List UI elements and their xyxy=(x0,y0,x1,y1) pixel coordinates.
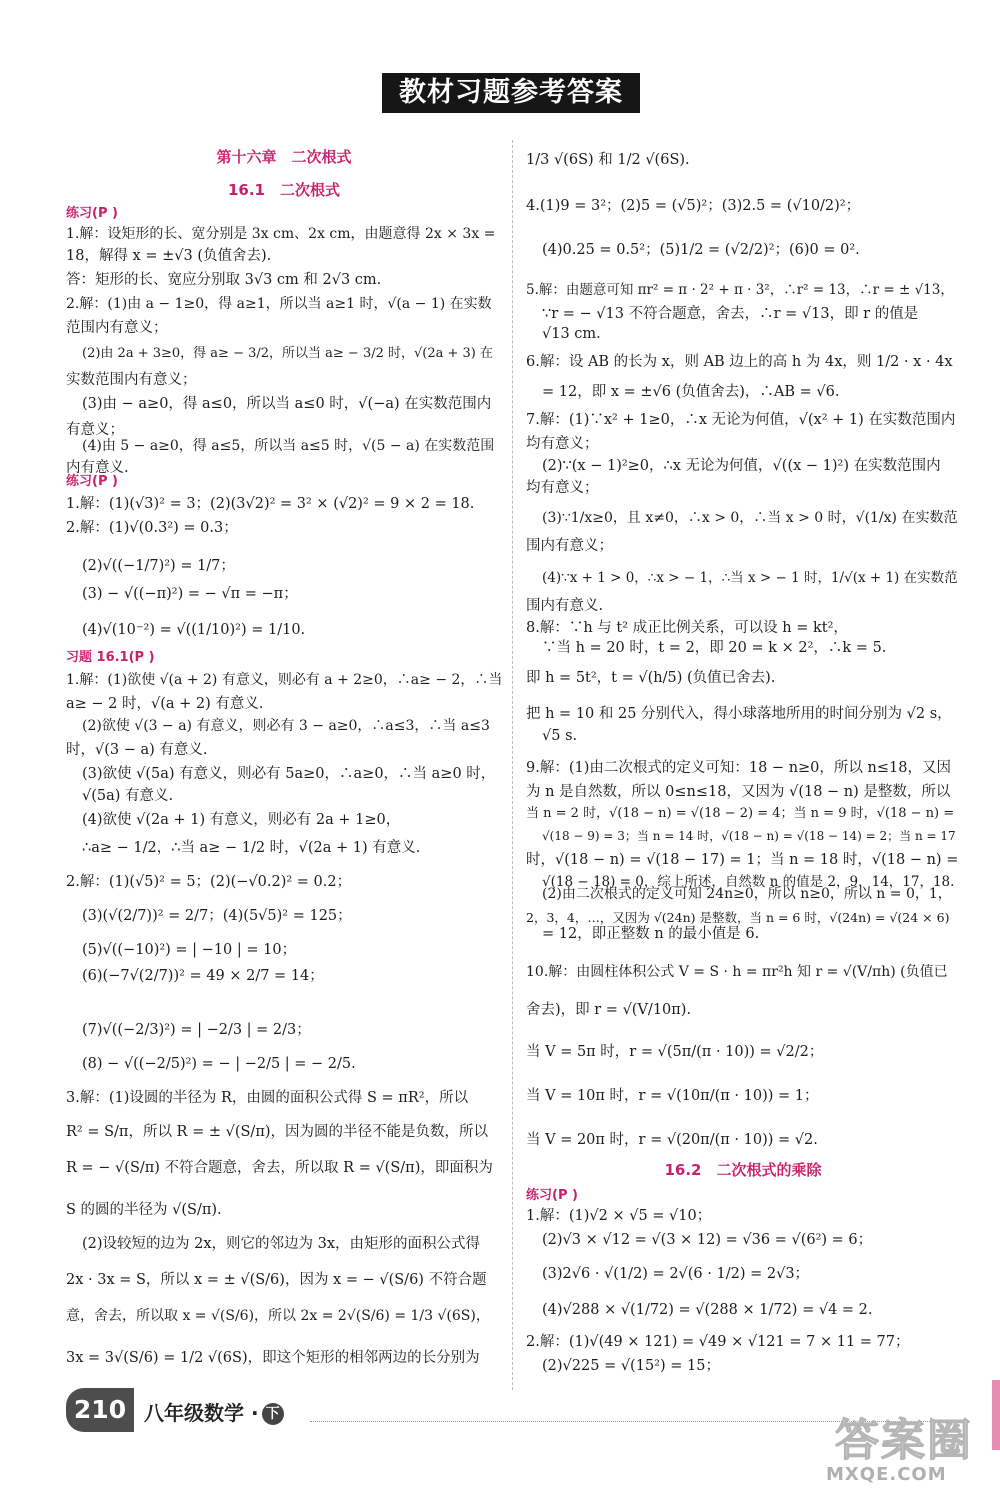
answer-line: 时，√(18 − n) = √(18 − 17) = 1；当 n = 18 时，√(18 − n) = xyxy=(526,852,959,868)
volume-badge: 下 xyxy=(262,1403,284,1425)
answer-line: 时，√(3 − a) 有意义. xyxy=(66,742,208,758)
answer-line: 1/3 √(6S) 和 1/2 √(6S). xyxy=(526,152,690,168)
answer-line: 2.解：(1)由 a − 1≥0，得 a≥1，所以当 a≥1 时，√(a − 1) 在实数 xyxy=(66,296,492,312)
answer-line: (7)√((−2/3)²) = | −2/3 | = 2/3； xyxy=(82,1022,311,1038)
answer-line: (2)√3 × √12 = √(3 × 12) = √36 = √(6²) = 6； xyxy=(542,1232,873,1248)
answer-line: = 12，即 x = ±√6 (负值舍去)，∴AB = √6. xyxy=(542,384,840,400)
answer-line: 1.解：(1)欲使 √(a + 2) 有意义，则必有 a + 2≥0，∴a≥ − 2，∴当 xyxy=(66,672,503,688)
answer-line: 意，舍去，所以取 x = √(S/6)，所以 2x = 2√(S/6) = 1/3 √(6S)， xyxy=(66,1308,490,1324)
answer-line: √(5a) 有意义. xyxy=(82,788,174,804)
answer-line: 为 n 是自然数，所以 0≤n≤18，又因为 √(18 − n) 是整数，所以 xyxy=(526,784,951,800)
answer-line: 把 h = 10 和 25 分别代入，得小球落地所用的时间分别为 √2 s， xyxy=(526,706,952,722)
answer-line: 当 V = 10π 时，r = √(10π/(π · 10)) = 1； xyxy=(526,1088,819,1104)
answer-line: (3)欲使 √(5a) 有意义，则必有 5a≥0，∴a≥0，∴当 a≥0 时， xyxy=(82,766,496,782)
answer-line: (2)√((−1/7)²) = 1/7； xyxy=(82,558,235,574)
answer-line: S 的圆的半径为 √(S/π). xyxy=(66,1202,222,1218)
column-divider xyxy=(512,140,513,1390)
answer-line: (5)√((−10)²) = | −10 | = 10； xyxy=(82,942,297,958)
answer-line: 均有意义； xyxy=(526,480,599,496)
answer-line: 均有意义； xyxy=(526,436,599,452)
answer-line: 内有意义. xyxy=(66,460,129,476)
exercise-label: 习题 16.1(P ) xyxy=(66,650,155,665)
answer-line: 舍去)，即 r = √(V/10π). xyxy=(526,1002,692,1018)
watermark-logo: 答案圈 xyxy=(835,1415,973,1466)
answer-line: = 12，即正整数 n 的最小值是 6. xyxy=(542,926,760,942)
page-banner: 教材习题参考答案 xyxy=(382,73,640,113)
answer-line: √13 cm. xyxy=(542,326,601,342)
book-title xyxy=(144,1397,284,1426)
answer-line: 2.解：(1)(√5)² = 5；(2)(−√0.2)² = 0.2； xyxy=(66,874,352,890)
answer-line: 1.解：(1)(√3)² = 3；(2)(3√2)² = 3² × (√2)² = 9 × 2 = 18. xyxy=(66,496,475,512)
watermark-url: MXQE.COM xyxy=(826,1464,947,1485)
answer-line: (6)(−7√(2/7))² = 49 × 2/7 = 14； xyxy=(82,968,324,984)
answer-line: 范围内有意义； xyxy=(66,320,168,336)
answer-line: 7.解：(1)∵x² + 1≥0，∴x 无论为何值，√(x² + 1) 在实数范围内 xyxy=(526,412,956,428)
answer-line: 当 V = 20π 时，r = √(20π/(π · 10)) = √2. xyxy=(526,1132,818,1148)
answer-line: R² = S/π，所以 R = ± √(S/π)，因为圆的半径不能是负数，所以 xyxy=(66,1124,488,1140)
answer-line: 8.解：∵h 与 t² 成正比例关系，可以设 h = kt²， xyxy=(526,620,848,636)
answer-line: (4)√288 × √(1/72) = √(288 × 1/72) = √4 = 2. xyxy=(542,1302,873,1318)
answer-line: (3) − √((−π)²) = − √π = −π； xyxy=(82,586,298,602)
answer-line: 6.解：设 AB 的长为 x，则 AB 边上的高 h 为 4x，则 1/2 · x · 4x xyxy=(526,354,953,370)
answer-line: 3.解：(1)设圆的半径为 R，由圆的面积公式得 S = πR²，所以 xyxy=(66,1090,469,1106)
answer-line: (8) − √((−2/5)²) = − | −2/5 | = − 2/5. xyxy=(82,1056,356,1072)
answer-line: (2)由 2a + 3≥0，得 a≥ − 3/2，所以当 a≥ − 3/2 时，√(2a + 3) 在 xyxy=(82,346,494,361)
answer-line: ∵r = − √13 不符合题意，舍去，∴r = √13，即 r 的值是 xyxy=(542,306,919,322)
answer-line: √(18 − 9) = 3；当 n = 14 时，√(18 − n) = √(18 − 14) = 2；当 n = 17 xyxy=(542,829,956,843)
answer-line: √5 s. xyxy=(542,728,578,744)
answer-line: 实数范围内有意义； xyxy=(66,372,197,388)
answer-line: 2，3，4，…，又因为 √(24n) 是整数，当 n = 6 时，√(24n) = √(24 × 6) xyxy=(526,910,950,925)
answer-line: 4.(1)9 = 3²；(2)5 = (√5)²；(3)2.5 = (√10/2)²； xyxy=(526,198,861,214)
answer-line: 9.解：(1)由二次根式的定义可知：18 − n≥0，所以 n≤18，又因 xyxy=(526,760,951,776)
answer-line: 当 V = 5π 时，r = √(5π/(π · 10)) = √2/2； xyxy=(526,1044,824,1060)
answer-line: 10.解：由圆柱体积公式 V = S · h = πr²h 知 r = √(V/πh) (负值已 xyxy=(526,964,948,980)
answer-line: √(18 − 18) = 0，综上所述，自然数 n 的值是 2，9，14，17，18. xyxy=(542,874,955,890)
exercise-label: 练习(P ) xyxy=(66,206,118,221)
answer-line: (3)2√6 · √(1/2) = 2√(6 · 1/2) = 2√3； xyxy=(542,1266,810,1282)
book-title-text: 八年级数学 · xyxy=(144,1401,259,1425)
answer-line: ∵当 h = 20 时，t = 2，即 20 = k × 2²，∴k = 5. xyxy=(542,640,887,656)
answer-line: 1.解：(1)√2 × √5 = √10； xyxy=(526,1208,712,1224)
answer-line: (2)∵(x − 1)²≥0，∴x 无论为何值，√((x − 1)²) 在实数范围内 xyxy=(542,458,941,474)
answer-line: 3x = 3√(S/6) = 1/2 √(6S)，即这个矩形的相邻两边的长分别为 xyxy=(66,1350,480,1366)
chapter-title: 第十六章 二次根式 xyxy=(216,148,352,166)
answer-line: 有意义； xyxy=(66,422,124,438)
answer-line: 5.解：由题意可知 πr² = π · 2² + π · 3²，∴r² = 13，∴r = ± √13， xyxy=(526,282,954,298)
edge-tab xyxy=(992,1380,1000,1450)
exercise-label: 练习(P ) xyxy=(526,1188,578,1203)
answer-line: (4)0.25 = 0.5²；(5)1/2 = (√2/2)²；(6)0 = 0². xyxy=(542,242,860,258)
answer-line: (3)∵1/x≥0，且 x≠0，∴x > 0，∴当 x > 0 时，√(1/x) 在实数范 xyxy=(542,510,958,526)
answer-line: 2x · 3x = S，所以 x = ± √(S/6)，因为 x = − √(S/6) 不符合题 xyxy=(66,1272,487,1288)
answer-line: 答：矩形的长、宽应分别取 3√3 cm 和 2√3 cm. xyxy=(66,272,382,288)
answer-line: 2.解：(1)√(49 × 121) = √49 × √121 = 7 × 11 = 77； xyxy=(526,1334,910,1350)
answer-line: 2.解：(1)√(0.3²) = 0.3； xyxy=(66,520,238,536)
exercise-label: 练习(P ) xyxy=(66,474,118,489)
answer-line: (2)欲使 √(3 − a) 有意义，则必有 3 − a≥0，∴a≤3，∴当 a≤3 xyxy=(82,718,490,734)
answer-line: 18，解得 x = ±√3 (负值舍去). xyxy=(66,248,272,264)
answer-line: (2)√225 = √(15²) = 15； xyxy=(542,1358,720,1374)
answer-line: 1.解：设矩形的长、宽分别是 3x cm、2x cm，由题意得 2x × 3x = xyxy=(66,226,496,242)
answer-line: (4)欲使 √(2a + 1) 有意义，则必有 2a + 1≥0， xyxy=(82,812,401,828)
answer-line: R = − √(S/π) 不符合题意，舍去，所以取 R = √(S/π)，即面积为 xyxy=(66,1160,493,1176)
answer-line: (3)由 − a≥0，得 a≤0，所以当 a≤0 时，√(−a) 在实数范围内 xyxy=(82,396,492,412)
answer-line: 即 h = 5t²，t = √(h/5) (负值已舍去). xyxy=(526,670,776,686)
answer-line: (2)设较短的边为 2x，则它的邻边为 3x，由矩形的面积公式得 xyxy=(82,1236,481,1252)
answer-line: ∴a≥ − 1/2，∴当 a≥ − 1/2 时，√(2a + 1) 有意义. xyxy=(82,840,421,856)
answer-line: (4)√(10⁻²) = √((1/10)²) = 1/10. xyxy=(82,622,306,638)
answer-line: (3)(√(2/7))² = 2/7；(4)(5√5)² = 125； xyxy=(82,908,352,924)
section-title: 16.2 二次根式的乘除 xyxy=(664,1161,822,1179)
page-number: 210 xyxy=(66,1388,134,1432)
answer-line: (2)由二次根式的定义可知 24n≥0，所以 n≥0，所以 n = 0，1， xyxy=(542,886,952,902)
answer-line: 围内有意义. xyxy=(526,598,604,614)
answer-line: (4)∵x + 1 > 0，∴x > − 1，∴当 x > − 1 时，1/√(x + 1) 在实数范 xyxy=(542,570,958,586)
answer-line: 围内有意义； xyxy=(526,538,613,554)
answer-line: a≥ − 2 时，√(a + 2) 有意义. xyxy=(66,696,264,712)
answer-line: (4)由 5 − a≥0，得 a≤5，所以当 a≤5 时，√(5 − a) 在实数范围 xyxy=(82,438,495,454)
section-title: 16.1 二次根式 xyxy=(227,181,340,199)
answer-line: 当 n = 2 时，√(18 − n) = √(18 − 2) = 4；当 n = 9 时，√(18 − n) = xyxy=(526,806,955,821)
